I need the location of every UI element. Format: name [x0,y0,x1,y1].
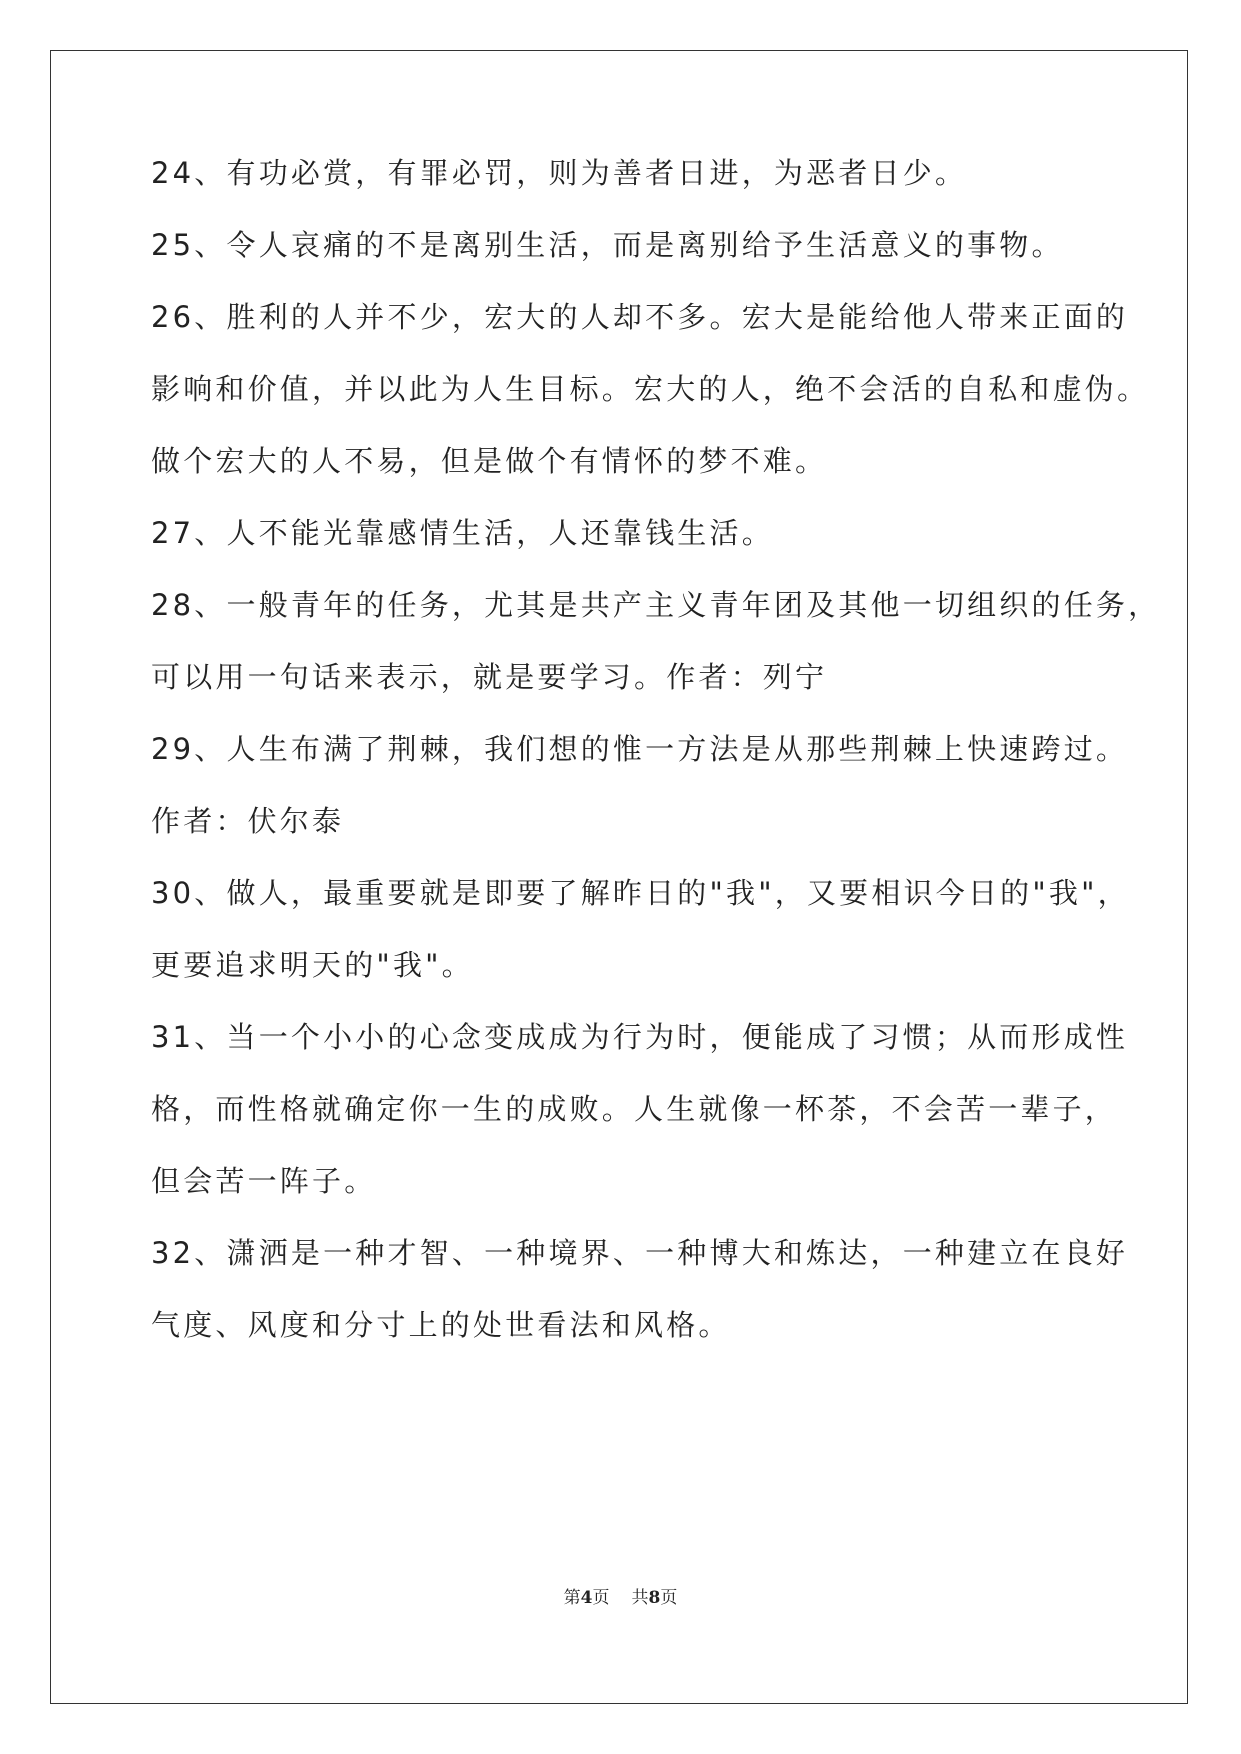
text-line: 影响和价值，并以此为人生目标。宏大的人，绝不会活的自私和虚伪。 [151,372,1150,406]
text-line: 31、当一个小小的心念变成成为行为时，便能成了习惯；从而形成性 [151,1020,1129,1054]
text-line: 32、潇洒是一种才智、一种境界、一种博大和炼达，一种建立在良好 [151,1236,1129,1270]
total-suffix: 页 [660,1588,678,1608]
page-suffix: 页 [592,1588,610,1608]
text-line: 可以用一句话来表示，就是要学习。作者：列宁 [151,660,828,694]
text-line: 做个宏大的人不易，但是做个有情怀的梦不难。 [151,444,828,478]
text-line: 25、令人哀痛的不是离别生活，而是离别给予生活意义的事物。 [151,228,1064,262]
text-line: 气度、风度和分寸上的处世看法和风格。 [151,1308,731,1342]
text-line: 24、有功必赏，有罪必罚，则为善者日进，为恶者日少。 [151,156,968,190]
text-line: 更要追求明天的"我"。 [151,948,474,982]
text-line: 30、做人，最重要就是即要了解昨日的"我"，又要相识今日的"我"， [151,876,1130,910]
text-line: 28、一般青年的任务，尤其是共产主义青年团及其他一切组织的任务， [151,588,1161,622]
total-prefix: 共 [631,1588,649,1608]
page-footer [0,1583,1241,1608]
page-current: 4 [580,1588,593,1608]
text-line: 29、人生布满了荆棘，我们想的惟一方法是从那些荆棘上快速跨过。 [151,732,1129,766]
text-line: 但会苦一阵子。 [151,1164,377,1198]
page-total: 8 [648,1588,661,1608]
text-line: 26、胜利的人并不少，宏大的人却不多。宏大是能给他人带来正面的 [151,300,1129,334]
page-prefix: 第 [563,1588,581,1608]
text-line: 27、人不能光靠感情生活，人还靠钱生活。 [151,516,774,550]
text-line: 格，而性格就确定你一生的成败。人生就像一杯茶，不会苦一辈子， [151,1092,1118,1126]
text-line: 作者：伏尔泰 [151,804,345,838]
